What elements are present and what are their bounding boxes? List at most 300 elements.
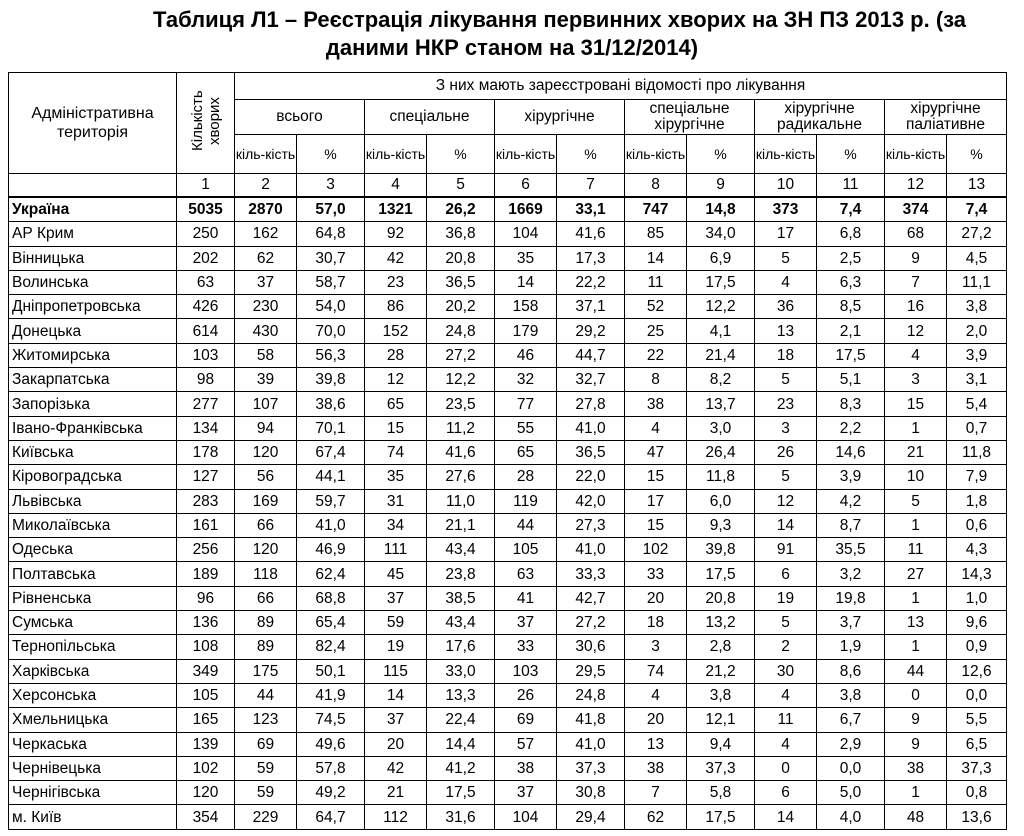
column-number-blank: [9, 174, 177, 198]
table-cell: 4,0: [817, 805, 885, 829]
table-cell: 37: [495, 781, 557, 805]
table-cell: 38: [625, 756, 687, 780]
table-cell: 35: [365, 465, 427, 489]
table-cell: 27,2: [947, 222, 1007, 246]
table-cell: 13,3: [427, 683, 495, 707]
table-cell: 22,4: [427, 708, 495, 732]
table-cell: 32: [495, 368, 557, 392]
table-cell: 22: [625, 343, 687, 367]
page-title: [0, 6, 1024, 62]
sub-header-count: кіль-кість: [885, 135, 947, 174]
table-cell: 14: [625, 246, 687, 270]
table-cell: 6: [755, 781, 817, 805]
table-cell: 1,8: [947, 489, 1007, 513]
table-cell: 165: [177, 708, 235, 732]
title-line-1: Таблиця Л1 – Реєстрація лікування первинних хворих на ЗН ПЗ 2013 р. (за: [152, 7, 967, 32]
table-cell: 68,8: [297, 586, 365, 610]
table-cell: 37,3: [947, 756, 1007, 780]
table-cell: 103: [177, 343, 235, 367]
table-cell: 42,0: [557, 489, 625, 513]
table-cell: 4: [755, 732, 817, 756]
table-cell: 3,9: [817, 465, 885, 489]
table-cell: 2: [755, 635, 817, 659]
table-cell: 33,1: [557, 197, 625, 222]
table-cell: 5,4: [947, 392, 1007, 416]
table-cell: 3,8: [817, 683, 885, 707]
table-cell: 23: [755, 392, 817, 416]
table-cell: 57: [495, 732, 557, 756]
table-cell: 58,7: [297, 270, 365, 294]
table-cell: 38: [495, 756, 557, 780]
region-name: Миколаївська: [9, 513, 177, 537]
table-cell: 2,5: [817, 246, 885, 270]
table-cell: 41,0: [557, 538, 625, 562]
table-cell: 44: [495, 513, 557, 537]
table-cell: 373: [755, 197, 817, 222]
table-cell: 30,7: [297, 246, 365, 270]
table-cell: 120: [235, 440, 297, 464]
table-cell: 14: [495, 270, 557, 294]
table-cell: 27,6: [427, 465, 495, 489]
table-cell: 85: [625, 222, 687, 246]
table-cell: 29,5: [557, 659, 625, 683]
table-cell: 3,9: [947, 343, 1007, 367]
table-cell: 37,3: [687, 756, 755, 780]
table-cell: 36,5: [427, 270, 495, 294]
table-row: [9, 197, 1007, 222]
table-cell: 41: [495, 586, 557, 610]
table-cell: 46,9: [297, 538, 365, 562]
table-cell: 102: [177, 756, 235, 780]
table-cell: 33,3: [557, 562, 625, 586]
table-cell: 34: [365, 513, 427, 537]
table-cell: 21,2: [687, 659, 755, 683]
table-cell: 65,4: [297, 611, 365, 635]
table-cell: 30,6: [557, 635, 625, 659]
table-cell: 7,9: [947, 465, 1007, 489]
region-name: Вінницька: [9, 246, 177, 270]
region-name: Львівська: [9, 489, 177, 513]
table-cell: 0: [755, 756, 817, 780]
table-cell: 41,6: [557, 222, 625, 246]
table-cell: 39: [235, 368, 297, 392]
table-cell: 41,6: [427, 440, 495, 464]
table-cell: 17,5: [427, 781, 495, 805]
region-name: Волинська: [9, 270, 177, 294]
table-cell: 6,3: [817, 270, 885, 294]
table-cell: 39,8: [297, 368, 365, 392]
table-cell: 1: [885, 781, 947, 805]
table-cell: 614: [177, 319, 235, 343]
table-cell: 33,0: [427, 659, 495, 683]
table-row: [9, 562, 1007, 586]
region-name: Чернівецька: [9, 756, 177, 780]
table-row: [9, 440, 1007, 464]
table-cell: 0,7: [947, 416, 1007, 440]
table-row: [9, 708, 1007, 732]
table-cell: 20,8: [427, 246, 495, 270]
table-cell: 59,7: [297, 489, 365, 513]
table-row: [9, 246, 1007, 270]
table-cell: 8: [625, 368, 687, 392]
region-name: Рівненська: [9, 586, 177, 610]
table-cell: 41,9: [297, 683, 365, 707]
table-cell: 54,0: [297, 295, 365, 319]
table-cell: 36: [755, 295, 817, 319]
table-cell: 19: [365, 635, 427, 659]
table-cell: 3,0: [687, 416, 755, 440]
table-row: [9, 586, 1007, 610]
table-cell: 44,7: [557, 343, 625, 367]
region-name: Хмельницька: [9, 708, 177, 732]
table-cell: 13,2: [687, 611, 755, 635]
table-cell: 7: [885, 270, 947, 294]
table-cell: 29,2: [557, 319, 625, 343]
column-number: 1: [177, 174, 235, 198]
table-cell: 98: [177, 368, 235, 392]
table-cell: 1321: [365, 197, 427, 222]
table-cell: 92: [365, 222, 427, 246]
table-cell: 256: [177, 538, 235, 562]
table-row: [9, 659, 1007, 683]
table-cell: 103: [495, 659, 557, 683]
table-cell: 49,6: [297, 732, 365, 756]
table-cell: 17,5: [687, 805, 755, 829]
table-cell: 1: [885, 586, 947, 610]
table-cell: 94: [235, 416, 297, 440]
table-cell: 65: [365, 392, 427, 416]
table-cell: 64,7: [297, 805, 365, 829]
patients-count-header: [177, 73, 235, 174]
table-cell: 1: [885, 513, 947, 537]
table-row: [9, 805, 1007, 829]
table-cell: 21,4: [687, 343, 755, 367]
table-row: [9, 781, 1007, 805]
table-cell: 7,4: [947, 197, 1007, 222]
column-number: 13: [947, 174, 1007, 198]
table-cell: 1: [885, 416, 947, 440]
table-cell: 107: [235, 392, 297, 416]
table-cell: 44: [235, 683, 297, 707]
table-cell: 104: [495, 222, 557, 246]
column-number: 5: [427, 174, 495, 198]
region-name: Херсонська: [9, 683, 177, 707]
table-cell: 42: [365, 246, 427, 270]
table-cell: 6,0: [687, 489, 755, 513]
table-cell: 15: [365, 416, 427, 440]
table-cell: 13: [755, 319, 817, 343]
table-cell: 4,5: [947, 246, 1007, 270]
table-cell: 4,1: [687, 319, 755, 343]
table-row: [9, 611, 1007, 635]
table-cell: 178: [177, 440, 235, 464]
table-cell: 11,2: [427, 416, 495, 440]
table-cell: 30,8: [557, 781, 625, 805]
region-name: Закарпатська: [9, 368, 177, 392]
table-cell: 430: [235, 319, 297, 343]
table-cell: 28: [495, 465, 557, 489]
table-cell: 189: [177, 562, 235, 586]
table-cell: 14,8: [687, 197, 755, 222]
group-header: хірургічне паліативне: [885, 100, 1007, 135]
table-cell: 152: [365, 319, 427, 343]
table-cell: 11: [885, 538, 947, 562]
region-name: Житомирська: [9, 343, 177, 367]
table-cell: 161: [177, 513, 235, 537]
table-cell: 11: [625, 270, 687, 294]
table-cell: 5,5: [947, 708, 1007, 732]
table-cell: 3: [625, 635, 687, 659]
table-row: [9, 538, 1007, 562]
table-cell: 17: [625, 489, 687, 513]
table-cell: 10: [885, 465, 947, 489]
column-number: 6: [495, 174, 557, 198]
table-cell: 11,8: [947, 440, 1007, 464]
table-cell: 229: [235, 805, 297, 829]
table-cell: 65: [495, 440, 557, 464]
table-cell: 34,0: [687, 222, 755, 246]
table-cell: 4,3: [947, 538, 1007, 562]
table-cell: 96: [177, 586, 235, 610]
table-cell: 50,1: [297, 659, 365, 683]
table-cell: 123: [235, 708, 297, 732]
table-cell: 37: [365, 586, 427, 610]
table-cell: 27,2: [427, 343, 495, 367]
group-header: спеціальне: [365, 100, 495, 135]
table-cell: 36,8: [427, 222, 495, 246]
table-cell: 56: [235, 465, 297, 489]
table-row: [9, 270, 1007, 294]
table-cell: 4: [755, 683, 817, 707]
table-cell: 7: [625, 781, 687, 805]
table-cell: 120: [177, 781, 235, 805]
table-cell: 31,6: [427, 805, 495, 829]
table-cell: 14: [755, 805, 817, 829]
table-cell: 12: [365, 368, 427, 392]
table-cell: 5: [755, 611, 817, 635]
table-cell: 5: [755, 368, 817, 392]
region-name: Черкаська: [9, 732, 177, 756]
table-cell: 6,9: [687, 246, 755, 270]
table-cell: 2,9: [817, 732, 885, 756]
table-cell: 6,8: [817, 222, 885, 246]
table-cell: 47: [625, 440, 687, 464]
table-cell: 2,0: [947, 319, 1007, 343]
region-name: АР Крим: [9, 222, 177, 246]
table-cell: 1669: [495, 197, 557, 222]
table-cell: 2,8: [687, 635, 755, 659]
table-cell: 74,5: [297, 708, 365, 732]
table-cell: 91: [755, 538, 817, 562]
table-cell: 3,8: [687, 683, 755, 707]
table-cell: 42,7: [557, 586, 625, 610]
table-cell: 63: [177, 270, 235, 294]
table-cell: 41,2: [427, 756, 495, 780]
sub-header-count: кіль-кість: [235, 135, 297, 174]
table-cell: 12,1: [687, 708, 755, 732]
table-cell: 108: [177, 635, 235, 659]
table-cell: 33: [495, 635, 557, 659]
table-cell: 139: [177, 732, 235, 756]
table-row: [9, 732, 1007, 756]
table-cell: 7,4: [817, 197, 885, 222]
table-cell: 6,5: [947, 732, 1007, 756]
group-header: хірургічне: [495, 100, 625, 135]
table-cell: 277: [177, 392, 235, 416]
table-cell: 11,0: [427, 489, 495, 513]
table-cell: 13,6: [947, 805, 1007, 829]
table-cell: 49,2: [297, 781, 365, 805]
table-cell: 59: [235, 781, 297, 805]
table-cell: 59: [365, 611, 427, 635]
column-number: 8: [625, 174, 687, 198]
column-number: 2: [235, 174, 297, 198]
table-cell: 14,6: [817, 440, 885, 464]
table-cell: 2870: [235, 197, 297, 222]
table-cell: 22,2: [557, 270, 625, 294]
table-cell: 1,9: [817, 635, 885, 659]
table-cell: 57,0: [297, 197, 365, 222]
table-row: [9, 392, 1007, 416]
table-cell: 14,3: [947, 562, 1007, 586]
table-cell: 74: [365, 440, 427, 464]
region-name: Полтавська: [9, 562, 177, 586]
treatment-table: [8, 72, 1007, 830]
table-cell: 179: [495, 319, 557, 343]
table-cell: 3,2: [817, 562, 885, 586]
table-row: [9, 683, 1007, 707]
sub-header-percent: %: [427, 135, 495, 174]
region-name: Івано-Франківська: [9, 416, 177, 440]
table-row: [9, 368, 1007, 392]
table-cell: 19: [755, 586, 817, 610]
table-cell: 17,3: [557, 246, 625, 270]
table-cell: 18: [625, 611, 687, 635]
column-number: 3: [297, 174, 365, 198]
table-cell: 3: [755, 416, 817, 440]
table-cell: 66: [235, 513, 297, 537]
admin-territory-header: Адміністративна територія: [9, 73, 177, 174]
title-line-2: даними НКР станом на 31/12/2014): [325, 35, 699, 60]
table-cell: 19,8: [817, 586, 885, 610]
table-cell: 62,4: [297, 562, 365, 586]
table-cell: 32,7: [557, 368, 625, 392]
table-cell: 37: [365, 708, 427, 732]
table-cell: 8,5: [817, 295, 885, 319]
table-cell: 158: [495, 295, 557, 319]
table-cell: 31: [365, 489, 427, 513]
region-name: Дніпропетровська: [9, 295, 177, 319]
table-cell: 26: [495, 683, 557, 707]
table-cell: 5,1: [817, 368, 885, 392]
table-cell: 0,0: [947, 683, 1007, 707]
table-cell: 44,1: [297, 465, 365, 489]
table-cell: 23,8: [427, 562, 495, 586]
patients-count-label: Кількість хворих: [188, 90, 223, 151]
table-row: [9, 489, 1007, 513]
table-cell: 22,0: [557, 465, 625, 489]
table-cell: 5: [755, 465, 817, 489]
table-row: [9, 222, 1007, 246]
table-cell: 5035: [177, 197, 235, 222]
table-cell: 374: [885, 197, 947, 222]
region-name: Кіровоградська: [9, 465, 177, 489]
table-cell: 58: [235, 343, 297, 367]
table-cell: 29,4: [557, 805, 625, 829]
table-cell: 12,2: [427, 368, 495, 392]
table-cell: 24,8: [427, 319, 495, 343]
table-cell: 9: [885, 732, 947, 756]
table-cell: 9,6: [947, 611, 1007, 635]
region-name: м. Київ: [9, 805, 177, 829]
table-row: [9, 513, 1007, 537]
table-cell: 1,0: [947, 586, 1007, 610]
table-cell: 20: [625, 586, 687, 610]
table-cell: 3,8: [947, 295, 1007, 319]
table-cell: 48: [885, 805, 947, 829]
table-row: [9, 319, 1007, 343]
table-cell: 105: [495, 538, 557, 562]
group-header: спеціальне хірургічне: [625, 100, 755, 135]
table-cell: 13: [625, 732, 687, 756]
table-cell: 37,3: [557, 756, 625, 780]
table-cell: 4: [625, 416, 687, 440]
table-cell: 1: [885, 635, 947, 659]
table-cell: 250: [177, 222, 235, 246]
table-cell: 36,5: [557, 440, 625, 464]
table-cell: 5: [755, 246, 817, 270]
table-cell: 17: [755, 222, 817, 246]
table-cell: 33: [625, 562, 687, 586]
table-cell: 2,1: [817, 319, 885, 343]
table-cell: 0,9: [947, 635, 1007, 659]
column-number: 7: [557, 174, 625, 198]
table-cell: 38,6: [297, 392, 365, 416]
table-cell: 0,8: [947, 781, 1007, 805]
table-cell: 17,5: [687, 270, 755, 294]
table-cell: 136: [177, 611, 235, 635]
table-cell: 169: [235, 489, 297, 513]
table-cell: 8,3: [817, 392, 885, 416]
table-cell: 86: [365, 295, 427, 319]
table-cell: 127: [177, 465, 235, 489]
table-cell: 21,1: [427, 513, 495, 537]
table-cell: 13,7: [687, 392, 755, 416]
table-cell: 2,2: [817, 416, 885, 440]
table-cell: 17,6: [427, 635, 495, 659]
table-cell: 5: [885, 489, 947, 513]
table-cell: 6,7: [817, 708, 885, 732]
table-cell: 15: [885, 392, 947, 416]
table-cell: 25: [625, 319, 687, 343]
table-cell: 102: [625, 538, 687, 562]
table-cell: 41,0: [557, 732, 625, 756]
table-cell: 63: [495, 562, 557, 586]
table-cell: 26,2: [427, 197, 495, 222]
table-cell: 11,1: [947, 270, 1007, 294]
table-cell: 4: [755, 270, 817, 294]
table-cell: 42: [365, 756, 427, 780]
table-cell: 3: [885, 368, 947, 392]
region-name: Україна: [9, 197, 177, 222]
table-cell: 12,6: [947, 659, 1007, 683]
table-cell: 27,3: [557, 513, 625, 537]
table-cell: 104: [495, 805, 557, 829]
sub-header-percent: %: [297, 135, 365, 174]
table-cell: 119: [495, 489, 557, 513]
table-cell: 8,7: [817, 513, 885, 537]
table-cell: 66: [235, 586, 297, 610]
